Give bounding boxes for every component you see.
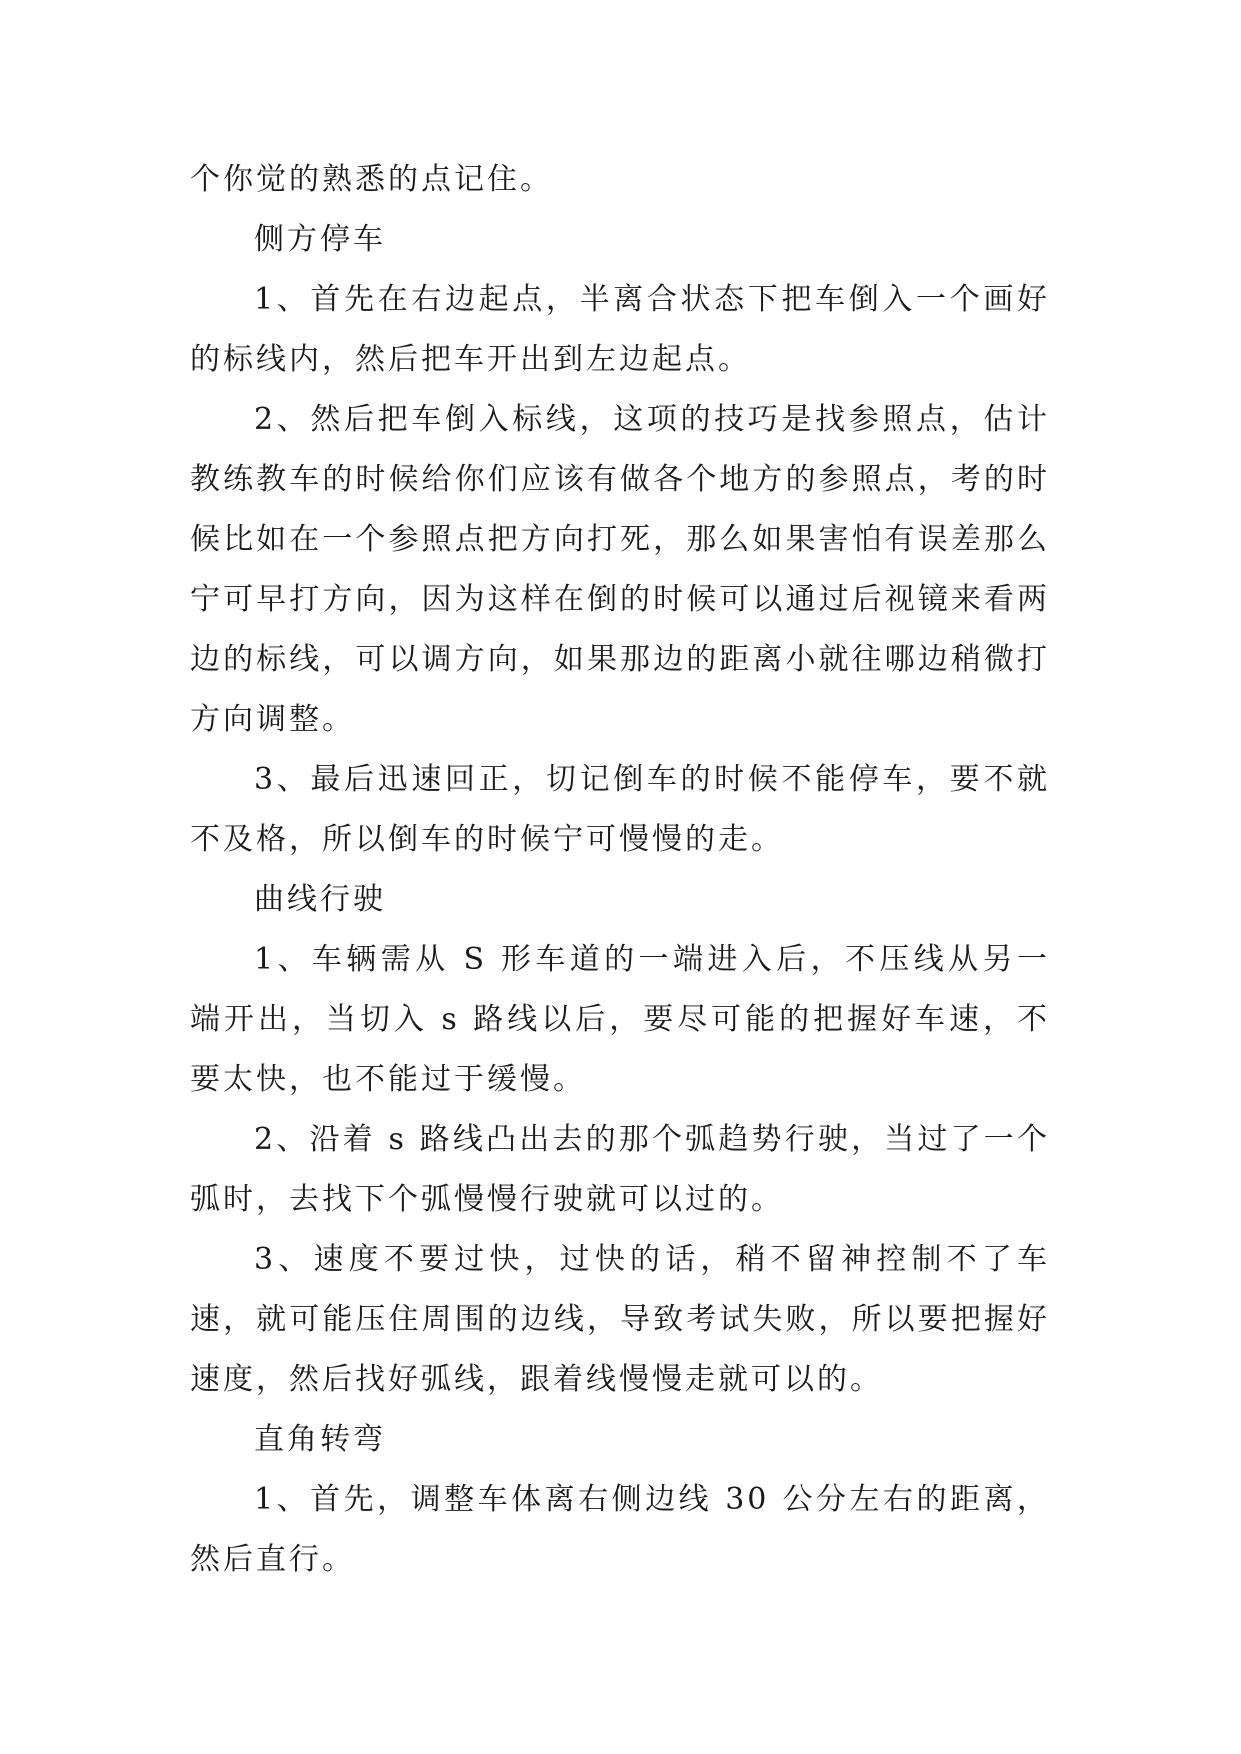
paragraph-curve-driving-step-3: 3、速度不要过快，过快的话，稍不留神控制不了车速，就可能压住周围的边线，导致考试失败，所以要把握好速度，然后找好弧线，跟着线慢慢走就可以的。 bbox=[190, 1242, 1050, 1397]
paragraph-curve-driving-step-2: 2、沿着 s 路线凸出去的那个弧趋势行驶，当过了一个弧时，去找下个弧慢慢行驶就可以过的。 bbox=[190, 1122, 1050, 1217]
section-heading-right-angle-turn: 直角转弯 bbox=[254, 1422, 386, 1457]
paragraph-continuation: 个你觉的熟悉的点记住。 bbox=[190, 162, 553, 197]
document-body bbox=[190, 150, 1050, 1590]
paragraph-right-angle-turn-step-1: 1、首先，调整车体离右侧边线 30 公分左右的距离，然后直行。 bbox=[190, 1482, 1050, 1577]
section-heading-side-parking: 侧方停车 bbox=[254, 222, 386, 257]
paragraph-side-parking-step-2: 2、然后把车倒入标线，这项的技巧是找参照点，估计教练教车的时候给你们应该有做各个地方的参照点，考的时候比如在一个参照点把方向打死，那么如果害怕有误差那么宁可早打方向，因为这样在倒的时候可以通过后视镜来看两边的标线，可以调方向，如果那边的距离小就往哪边稍微打方向调整。 bbox=[190, 402, 1050, 737]
paragraph-side-parking-step-3: 3、最后迅速回正，切记倒车的时候不能停车，要不就不及格，所以倒车的时候宁可慢慢的走。 bbox=[190, 762, 1050, 857]
paragraph-curve-driving-step-1: 1、车辆需从 S 形车道的一端进入后，不压线从另一端开出，当切入 s 路线以后，要尽可能的把握好车速，不要太快，也不能过于缓慢。 bbox=[190, 942, 1050, 1097]
section-heading-curve-driving: 曲线行驶 bbox=[254, 882, 386, 917]
paragraph-side-parking-step-1: 1、首先在右边起点，半离合状态下把车倒入一个画好的标线内，然后把车开出到左边起点。 bbox=[190, 282, 1050, 377]
